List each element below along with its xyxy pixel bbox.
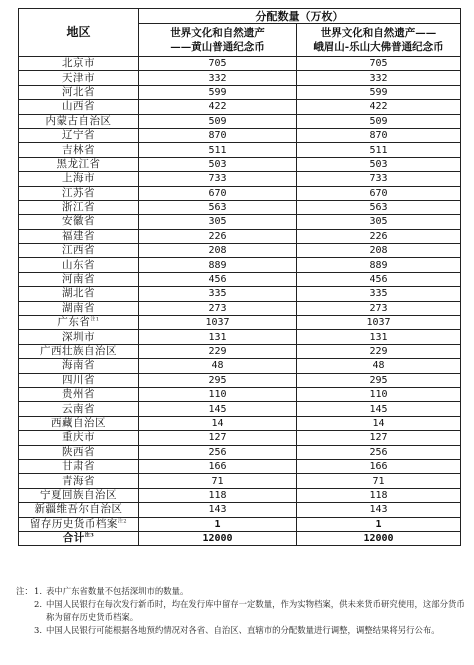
table-row xyxy=(19,71,461,85)
emeishan-quantity-cell: 305 xyxy=(297,215,461,229)
huangshan-quantity-cell: 48 xyxy=(139,359,297,373)
table-row xyxy=(19,416,461,430)
region-cell xyxy=(19,517,139,531)
region-name: 江西省 xyxy=(62,244,95,257)
footnotes xyxy=(16,585,466,637)
huangshan-quantity-cell: 71 xyxy=(139,474,297,488)
huangshan-quantity-cell: 166 xyxy=(139,459,297,473)
table-row xyxy=(19,114,461,128)
region-cell xyxy=(19,445,139,459)
region-cell xyxy=(19,503,139,517)
huangshan-quantity-cell: 563 xyxy=(139,200,297,214)
emeishan-quantity-cell: 503 xyxy=(297,157,461,171)
huangshan-quantity-cell: 131 xyxy=(139,330,297,344)
huangshan-quantity-cell: 118 xyxy=(139,488,297,502)
emeishan-quantity-cell: 12000 xyxy=(297,531,461,545)
table-row xyxy=(19,229,461,243)
table-row xyxy=(19,172,461,186)
region-name: 重庆市 xyxy=(62,431,95,444)
region-name: 天津市 xyxy=(62,71,95,84)
huangshan-quantity-cell: 12000 xyxy=(139,531,297,545)
region-name: 宁夏回族自治区 xyxy=(40,488,117,501)
region-cell xyxy=(19,114,139,128)
region-name: 河南省 xyxy=(62,273,95,286)
region-name: 辽宁省 xyxy=(62,129,95,142)
footnote-number: 1. xyxy=(34,586,42,596)
emeishan-quantity-cell: 110 xyxy=(297,387,461,401)
emeishan-quantity-cell: 14 xyxy=(297,416,461,430)
region-name: 吉林省 xyxy=(62,143,95,156)
region-name: 广西壮族自治区 xyxy=(40,345,117,357)
region-cell xyxy=(19,416,139,430)
table-row xyxy=(19,100,461,114)
table-row xyxy=(19,373,461,387)
emeishan-quantity-cell: 705 xyxy=(297,57,461,71)
emeishan-quantity-cell: 273 xyxy=(297,301,461,315)
huangshan-quantity-cell: 229 xyxy=(139,344,297,358)
region-cell xyxy=(19,258,139,272)
emeishan-quantity-cell: 131 xyxy=(297,330,461,344)
huangshan-quantity-cell: 889 xyxy=(139,258,297,272)
table-row xyxy=(19,258,461,272)
table-row xyxy=(19,186,461,200)
footnote-text: 中国人民银行在每次发行新币时，均在发行库中留存一定数量，作为实物档案，供未来货币研究使用，这部分货币称为留存历史货币档案。 xyxy=(46,599,465,622)
region-name: 山西省 xyxy=(62,100,95,113)
table-row xyxy=(19,488,461,502)
region-cell xyxy=(19,128,139,142)
table-row xyxy=(19,157,461,171)
huangshan-quantity-cell: 456 xyxy=(139,272,297,286)
table-row xyxy=(19,287,461,301)
emeishan-quantity-cell: 332 xyxy=(297,71,461,85)
region-cell xyxy=(19,474,139,488)
emeishan-quantity-cell: 599 xyxy=(297,85,461,99)
region-name: 合计 xyxy=(62,532,85,545)
emeishan-quantity-cell: 422 xyxy=(297,100,461,114)
region-name: 内蒙古自治区 xyxy=(45,114,112,127)
table-row xyxy=(19,445,461,459)
footnote-3 xyxy=(16,624,466,637)
emeishan-quantity-cell: 127 xyxy=(297,431,461,445)
emeishan-quantity-cell: 889 xyxy=(297,258,461,272)
table-row xyxy=(19,402,461,416)
emeishan-coin-column-header xyxy=(297,24,461,57)
region-name: 云南省 xyxy=(62,402,95,415)
emeishan-quantity-cell: 870 xyxy=(297,128,461,142)
footnote-number: 2. xyxy=(34,599,42,609)
table-row xyxy=(19,503,461,517)
region-cell xyxy=(19,244,139,258)
footnote-marker: 注3 xyxy=(84,532,95,539)
footnote-1 xyxy=(16,585,466,598)
total-row xyxy=(19,531,461,545)
huangshan-quantity-cell: 733 xyxy=(139,172,297,186)
region-cell xyxy=(19,85,139,99)
region-cell xyxy=(19,287,139,301)
table-row xyxy=(19,474,461,488)
emeishan-quantity-cell: 226 xyxy=(297,229,461,243)
region-cell xyxy=(19,215,139,229)
emeishan-quantity-cell: 670 xyxy=(297,186,461,200)
region-cell xyxy=(19,71,139,85)
distribution-table xyxy=(18,8,461,546)
table-row xyxy=(19,330,461,344)
emeishan-quantity-cell: 733 xyxy=(297,172,461,186)
emeishan-coin-title-line1: 世界文化和自然遗产—— xyxy=(320,27,437,39)
emeishan-quantity-cell: 229 xyxy=(297,344,461,358)
table-row xyxy=(19,215,461,229)
region-name: 西藏自治区 xyxy=(51,416,106,429)
region-cell xyxy=(19,186,139,200)
region-name: 河北省 xyxy=(62,85,95,98)
region-cell xyxy=(19,459,139,473)
table-row xyxy=(19,85,461,99)
huangshan-quantity-cell: 599 xyxy=(139,85,297,99)
emeishan-quantity-cell: 48 xyxy=(297,359,461,373)
region-name: 深圳市 xyxy=(62,330,95,343)
huangshan-quantity-cell: 705 xyxy=(139,57,297,71)
region-cell xyxy=(19,200,139,214)
huangshan-quantity-cell: 226 xyxy=(139,229,297,243)
region-name: 四川省 xyxy=(62,373,95,386)
region-cell xyxy=(19,143,139,157)
table-row xyxy=(19,57,461,71)
huangshan-quantity-cell: 509 xyxy=(139,114,297,128)
region-name: 海南省 xyxy=(62,359,95,372)
huangshan-coin-title-line1: 世界文化和自然遗产 xyxy=(170,27,265,39)
region-name: 陕西省 xyxy=(62,445,95,458)
huangshan-quantity-cell: 143 xyxy=(139,503,297,517)
huangshan-quantity-cell: 256 xyxy=(139,445,297,459)
region-cell xyxy=(19,301,139,315)
region-cell xyxy=(19,402,139,416)
region-name: 甘肃省 xyxy=(62,460,95,473)
region-cell xyxy=(19,488,139,502)
huangshan-quantity-cell: 273 xyxy=(139,301,297,315)
quantity-group-header: 分配数量（万枚） xyxy=(139,9,461,24)
huangshan-quantity-cell: 1 xyxy=(139,517,297,531)
region-cell xyxy=(19,157,139,171)
table-row xyxy=(19,344,461,358)
region-cell xyxy=(19,316,139,330)
region-cell xyxy=(19,272,139,286)
table-row xyxy=(19,431,461,445)
region-cell xyxy=(19,359,139,373)
footnote-number: 3. xyxy=(34,625,42,635)
region-cell xyxy=(19,344,139,358)
huangshan-coin-title-line2: ——黄山普通纪念币 xyxy=(170,41,265,53)
region-name: 留存历史货币档案 xyxy=(29,517,118,530)
huangshan-quantity-cell: 295 xyxy=(139,373,297,387)
huangshan-quantity-cell: 145 xyxy=(139,402,297,416)
emeishan-quantity-cell: 563 xyxy=(297,200,461,214)
region-cell xyxy=(19,373,139,387)
region-cell xyxy=(19,229,139,243)
region-cell xyxy=(19,531,139,545)
table-row xyxy=(19,272,461,286)
huangshan-quantity-cell: 422 xyxy=(139,100,297,114)
huangshan-quantity-cell: 305 xyxy=(139,215,297,229)
emeishan-quantity-cell: 145 xyxy=(297,402,461,416)
region-name: 上海市 xyxy=(62,172,95,185)
region-cell xyxy=(19,57,139,71)
region-cell xyxy=(19,330,139,344)
emeishan-quantity-cell: 511 xyxy=(297,143,461,157)
region-column-header: 地区 xyxy=(19,9,139,57)
emeishan-quantity-cell: 509 xyxy=(297,114,461,128)
footnote-text: 表中广东省数量不包括深圳市的数量。 xyxy=(46,586,189,596)
region-name: 新疆维吾尔自治区 xyxy=(34,503,123,516)
huangshan-quantity-cell: 110 xyxy=(139,387,297,401)
emeishan-quantity-cell: 295 xyxy=(297,373,461,387)
emeishan-quantity-cell: 256 xyxy=(297,445,461,459)
region-name: 青海省 xyxy=(62,474,95,487)
region-name: 安徽省 xyxy=(62,215,95,228)
table-row xyxy=(19,359,461,373)
table-row xyxy=(19,143,461,157)
huangshan-coin-column-header xyxy=(139,24,297,57)
footnote-marker: 注1 xyxy=(90,316,100,323)
emeishan-quantity-cell: 335 xyxy=(297,287,461,301)
region-cell xyxy=(19,431,139,445)
region-name: 黑龙江省 xyxy=(56,157,101,170)
region-cell xyxy=(19,172,139,186)
huangshan-quantity-cell: 1037 xyxy=(139,316,297,330)
huangshan-quantity-cell: 335 xyxy=(139,287,297,301)
emeishan-quantity-cell: 1 xyxy=(297,517,461,531)
footnote-2 xyxy=(16,598,466,624)
region-name: 福建省 xyxy=(62,229,95,242)
region-cell xyxy=(19,387,139,401)
emeishan-quantity-cell: 143 xyxy=(297,503,461,517)
table-body xyxy=(19,57,461,546)
huangshan-quantity-cell: 127 xyxy=(139,431,297,445)
region-name: 广东省 xyxy=(57,316,91,329)
region-name: 湖南省 xyxy=(62,301,95,314)
region-name: 湖北省 xyxy=(62,287,95,300)
table-row xyxy=(19,128,461,142)
emeishan-quantity-cell: 208 xyxy=(297,244,461,258)
table-row xyxy=(19,316,461,330)
table-row xyxy=(19,459,461,473)
huangshan-quantity-cell: 511 xyxy=(139,143,297,157)
emeishan-coin-title-line2: 峨眉山-乐山大佛普通纪念币 xyxy=(313,41,444,53)
huangshan-quantity-cell: 208 xyxy=(139,244,297,258)
footnote-prefix: 注： xyxy=(16,586,33,596)
table-row xyxy=(19,200,461,214)
footnote-text: 中国人民银行可能根据各地预约情况对各省、自治区、直辖市的分配数量进行调整，调整结果将另行公布。 xyxy=(46,625,440,635)
emeishan-quantity-cell: 456 xyxy=(297,272,461,286)
emeishan-quantity-cell: 166 xyxy=(297,459,461,473)
emeishan-quantity-cell: 71 xyxy=(297,474,461,488)
region-name: 江苏省 xyxy=(62,186,95,199)
region-name: 浙江省 xyxy=(62,201,95,214)
emeishan-quantity-cell: 118 xyxy=(297,488,461,502)
region-name: 山东省 xyxy=(62,258,95,271)
emeishan-quantity-cell: 1037 xyxy=(297,316,461,330)
table-row xyxy=(19,387,461,401)
footnote-marker: 注2 xyxy=(117,518,128,525)
region-name: 北京市 xyxy=(62,57,95,70)
table-row xyxy=(19,301,461,315)
huangshan-quantity-cell: 332 xyxy=(139,71,297,85)
region-cell xyxy=(19,100,139,114)
huangshan-quantity-cell: 870 xyxy=(139,128,297,142)
region-name: 贵州省 xyxy=(62,388,95,401)
huangshan-quantity-cell: 670 xyxy=(139,186,297,200)
table-row xyxy=(19,244,461,258)
huangshan-quantity-cell: 14 xyxy=(139,416,297,430)
table-row xyxy=(19,517,461,531)
huangshan-quantity-cell: 503 xyxy=(139,157,297,171)
